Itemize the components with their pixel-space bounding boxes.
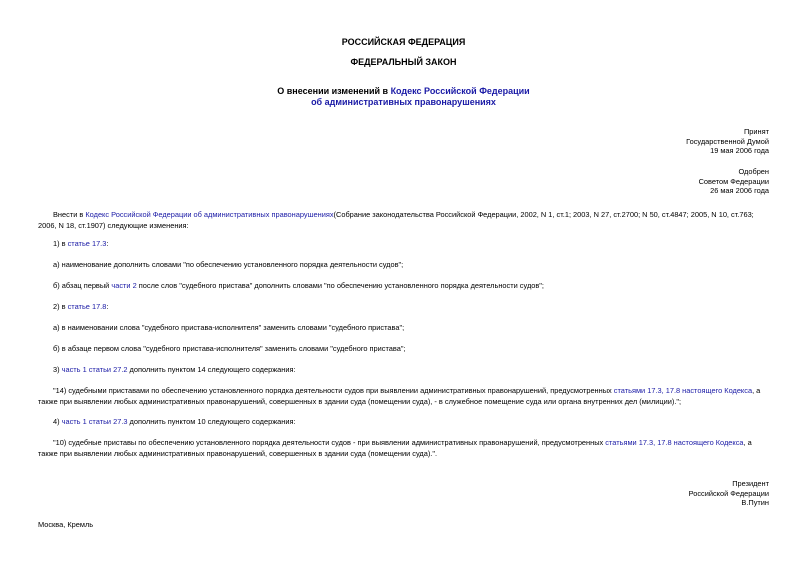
item-1-colon: :	[106, 239, 109, 248]
approved-block	[699, 167, 769, 196]
intro-paragraph	[38, 210, 771, 231]
signing-place: Москва, Кремль	[38, 520, 94, 529]
signature-title: Президент	[732, 479, 769, 488]
item-1	[38, 239, 771, 250]
signature-block	[689, 479, 769, 508]
adopted-block	[686, 127, 769, 156]
law-title-line1	[0, 86, 807, 97]
item-4-quote	[38, 438, 771, 459]
signature-country: Российской Федерации	[688, 488, 769, 498]
item-4-quote-end: , а также при выявлении любых административных правонарушений, совершенных в здании суда (помещении суда).".	[38, 438, 752, 458]
articles-17-3-17-8-link[interactable]: статьями 17.3, 17.8 настоящего Кодекса	[613, 386, 753, 395]
codex-link[interactable]: Кодекс Российской Федерации об административных правонарушениях	[85, 210, 334, 219]
law-title-line2	[0, 97, 807, 108]
item-3-quote-end: , а также при выявлении любых административных правонарушений, совершенных в здании суда (помещении суда), - в служебное помещение суда или органа внутренних дел (милиции).";	[38, 386, 761, 406]
item-1a: а) наименование дополнить словами "по обеспечению установленного порядка деятельности судов";	[53, 260, 404, 269]
approved-date: 26 мая 2006 года	[710, 186, 769, 196]
article-27-3-link[interactable]: часть 1 статьи 27.3	[61, 417, 128, 426]
item-2	[38, 302, 771, 313]
part-2-link[interactable]: части 2	[111, 281, 137, 290]
approved-label: Одобрен	[738, 167, 769, 176]
item-1-text: 1) в	[53, 239, 68, 248]
item-1b	[38, 281, 771, 292]
item-3-quote	[38, 386, 771, 407]
item-3-text: дополнить пунктом 14 следующего содержания:	[127, 365, 296, 374]
article-17-3-link[interactable]: статье 17.3	[67, 239, 107, 248]
item-3-quote-start: "14) судебными приставами по обеспечению установленного порядка деятельности судов при выявлении административных правонарушений, предусмотренных	[53, 386, 614, 395]
article-17-8-link[interactable]: статье 17.8	[67, 302, 107, 311]
item-3	[38, 365, 771, 376]
item-3-number: 3)	[53, 365, 62, 374]
law-title-prefix: О внесении изменений в	[277, 86, 391, 96]
codex-title-link-continued[interactable]: об административных правонарушениях	[311, 97, 496, 107]
articles-17-3-17-8-link-2[interactable]: статьями 17.3, 17.8 настоящего Кодекса	[605, 438, 744, 447]
adopted-date: 19 мая 2006 года	[710, 146, 769, 156]
adopted-by: Государственной Думой	[686, 136, 769, 146]
codex-title-link[interactable]: Кодекс Российской Федерации	[390, 86, 530, 96]
item-4-number: 4)	[53, 417, 62, 426]
adopted-label: Принят	[743, 127, 769, 136]
intro-text-start: Внести в	[53, 210, 86, 219]
country-heading: РОССИЙСКАЯ ФЕДЕРАЦИЯ	[341, 37, 466, 47]
approved-by: Советом Федерации	[698, 176, 769, 186]
item-2-text: 2) в	[53, 302, 68, 311]
item-2-colon: :	[106, 302, 109, 311]
law-type-heading: ФЕДЕРАЛЬНЫЙ ЗАКОН	[350, 57, 457, 67]
item-2a: а) в наименовании слова "судебного пристава-исполнителя" заменить словами "судебного пристава";	[53, 323, 405, 332]
item-4-text: дополнить пунктом 10 следующего содержания:	[127, 417, 296, 426]
item-2b: б) в абзаце первом слова "судебного пристава-исполнителя" заменить словами "судебного пристава";	[53, 344, 406, 353]
item-1b-text-end: после слов "судебного пристава" дополнить словами "по обеспечению установленного порядка деятельности судов";	[136, 281, 544, 290]
item-4-quote-start: "10) судебные приставы по обеспечению установленного порядка деятельности судов - при выявлении административных правонарушений, предусмотренных	[53, 438, 606, 447]
item-4	[38, 417, 771, 428]
signature-name: В.Путин	[741, 498, 769, 508]
article-27-2-link[interactable]: часть 1 статьи 27.2	[61, 365, 128, 374]
intro-text-end: (Собрание законодательства Российской Федерации, 2002, N 1, ст.1; 2003, N 27, ст.2700; N 50, ст.4847; 2005, N 10, ст.763; 2006, N 18, ст.1907) следующие изменения:	[38, 210, 754, 230]
item-1b-text-start: б) абзац первый	[53, 281, 112, 290]
